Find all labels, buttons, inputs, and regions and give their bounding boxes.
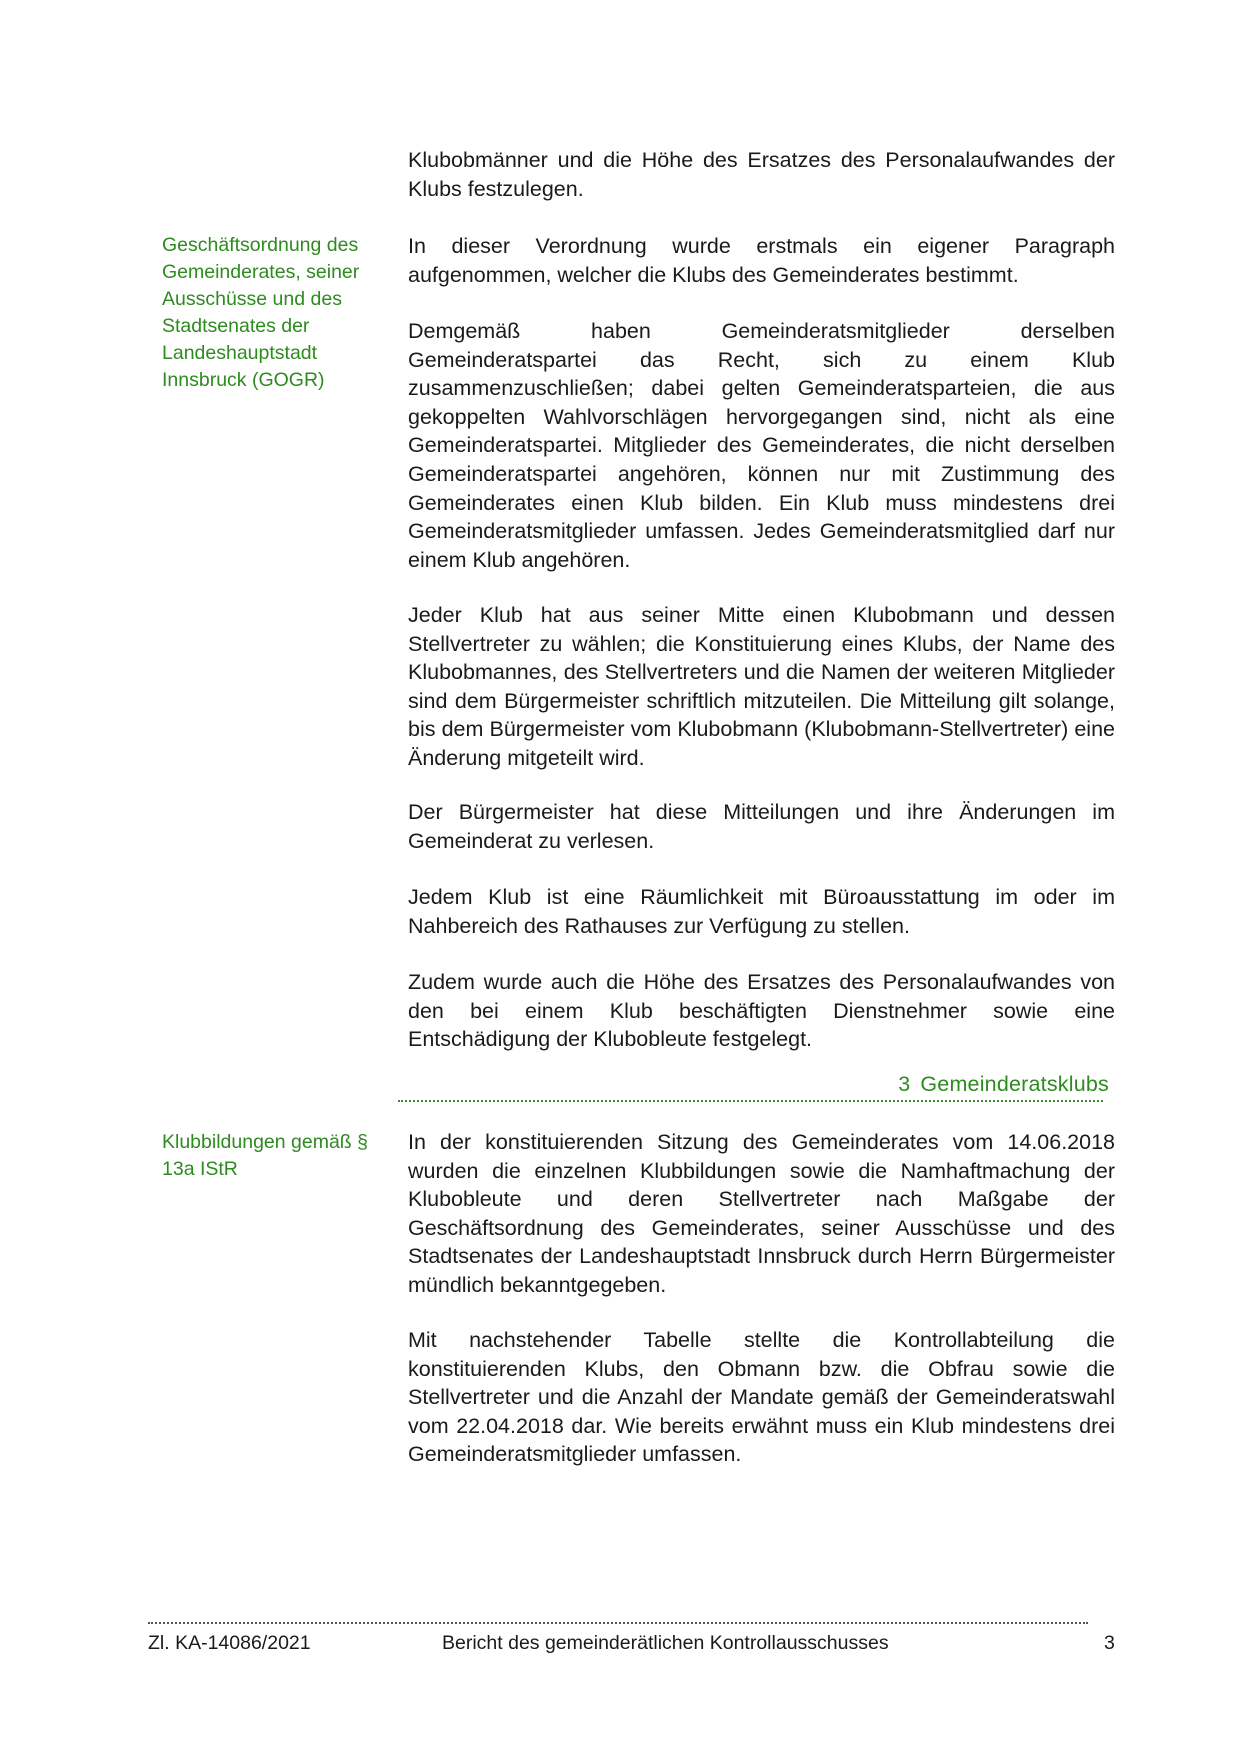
section-heading	[898, 1072, 1109, 1097]
footer-divider	[148, 1622, 1088, 1624]
paragraph-raeumlichkeit: Jedem Klub ist eine Räumlichkeit mit Büroausstattung im oder im Nahbereich des Rathauses zur Verfügung zu stellen.	[408, 885, 1115, 938]
paragraph-personalaufwand: Zudem wurde auch die Höhe des Ersatzes des Personalaufwandes von den bei einem Klub beschäftigten Dienstnehmer sowie eine Entschädigung der Klubobleute festgelegt.	[408, 970, 1115, 1052]
paragraph-buergermeister: Der Bürgermeister hat diese Mitteilungen und ihre Änderungen im Gemeinderat zu verlesen.	[408, 800, 1115, 853]
paragraph-konstituierende-sitzung: In der konstituierenden Sitzung des Gemeinderates vom 14.06.2018 wurden die einzelnen Klubbildungen sowie die Namhaftmachung der Klubobleute und deren Stellvertreter nach Maßgabe der Geschäftsordnung des Gemeinderates, seiner Ausschüsse und des Stadtsenates der Landeshauptstadt Innsbruck durch Herrn Bürgermeister mündlich bekanntgegeben.	[408, 1130, 1115, 1297]
paragraph-klubobmann: Jeder Klub hat aus seiner Mitte einen Klubobmann und dessen Stellvertreter zu wählen; die Konstituierung eines Klubs, der Name des Klubobmannes, des Stellvertreters und die Namen der weiteren Mitglieder sind dem Bürgermeister schriftlich mitzuteilen. Die Mitteilung gilt solange, bis dem Bürgermeister vom Klubobmann (Klubobmann-Stellvertreter) eine Änderung mitgeteilt wird.	[408, 603, 1115, 770]
page-number: 3	[1104, 1632, 1115, 1654]
section-divider	[398, 1100, 1103, 1102]
paragraph-verordnung: In dieser Verordnung wurde erstmals ein eigener Paragraph aufgenommen, welcher die Klubs des Gemeinderates bestimmt.	[408, 234, 1115, 287]
section-title: Gemeinderatsklubs	[920, 1072, 1109, 1096]
paragraph-continuation: Klubobmänner und die Höhe des Ersatzes des Personalaufwandes der Klubs festzulegen.	[408, 148, 1115, 201]
side-note-klubbildungen: Klubbildungen gemäß § 13a IStR	[162, 1131, 368, 1180]
paragraph-demgemaess: Demgemäß haben Gemeinderatsmitglieder derselben Gemeinderatspartei das Recht, sich zu einem Klub zusammenzuschließen; dabei gelten Gemeinderatsparteien, die aus gekoppelten Wahlvorschlägen hervorgegangen sind, nicht als eine Gemeinderatspartei. Mitglieder des Gemeinderates, die nicht derselben Gemeinderatspartei angehören, können nur mit Zustimmung des Gemeinderates einen Klub bilden. Ein Klub muss mindestens drei Gemeinderatsmitglieder umfassen. Jedes Gemeinderatsmitglied darf nur einem Klub angehören.	[408, 319, 1115, 572]
section-number: 3	[898, 1072, 911, 1096]
side-note-gogr: Geschäftsordnung des Gemeinderates, seiner Ausschüsse und des Stadtsenates der Landeshauptstadt Innsbruck (GOGR)	[162, 234, 360, 391]
footer-reference: Zl. KA-14086/2021	[148, 1632, 311, 1654]
paragraph-tabelle: Mit nachstehender Tabelle stellte die Kontrollabteilung die konstituierenden Klubs, den Obmann bzw. die Obfrau sowie die Stellvertreter und die Anzahl der Mandate gemäß der Gemeinderatswahl vom 22.04.2018 dar. Wie bereits erwähnt muss ein Klub mindestens drei Gemeinderatsmitglieder umfassen.	[408, 1328, 1115, 1467]
footer-title: Bericht des gemeinderätlichen Kontrollausschusses	[442, 1632, 889, 1654]
